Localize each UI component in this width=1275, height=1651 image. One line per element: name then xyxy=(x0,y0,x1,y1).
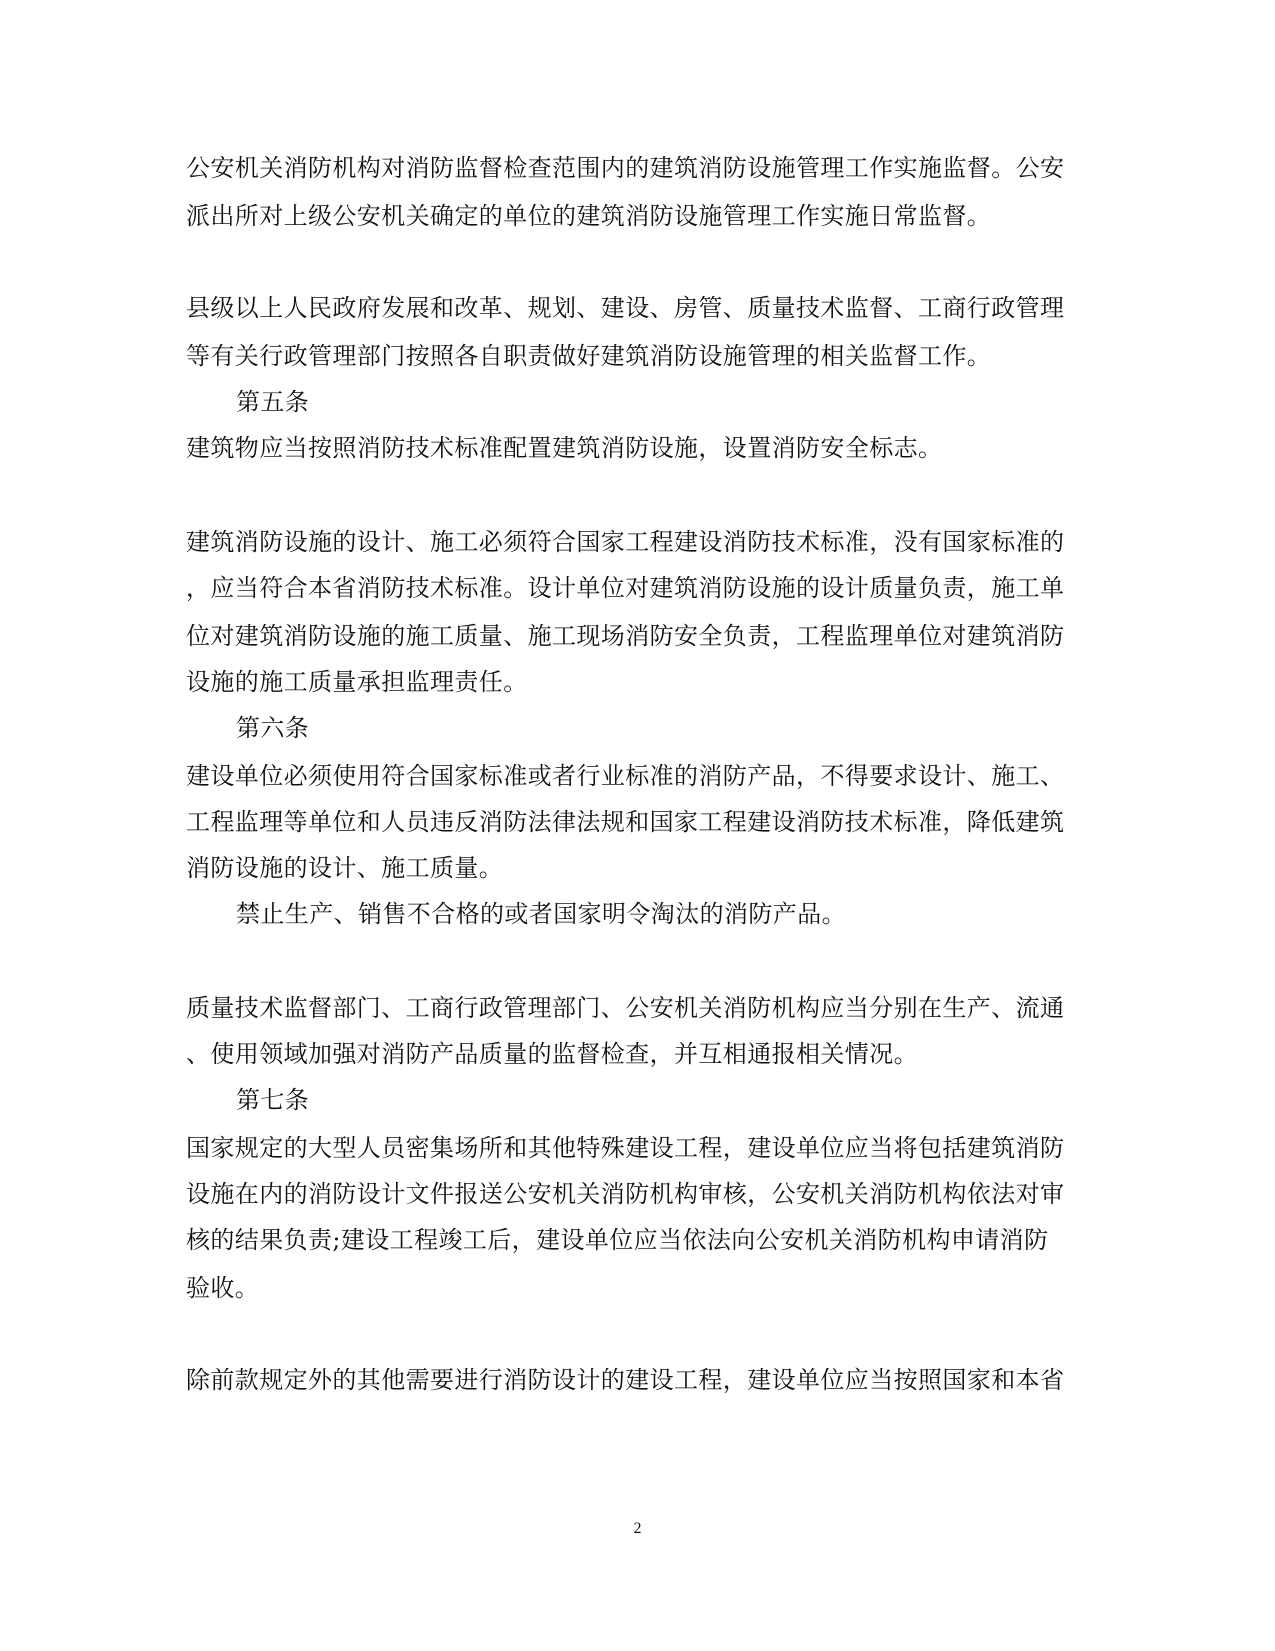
paragraph-line: 工程监理等单位和人员违反消防法律法规和国家工程建设消防技术标准，降低建筑 xyxy=(186,808,1065,836)
paragraph-line: 质量技术监督部门、工商行政管理部门、公安机关消防机构应当分别在生产、流通 xyxy=(186,994,1065,1022)
paragraph-line: 、使用领域加强对消防产品质量的监督检查，并互相通报相关情况。 xyxy=(186,1040,918,1068)
paragraph-line: 位对建筑消防设施的施工质量、施工现场消防安全负责，工程监理单位对建筑消防 xyxy=(186,622,1065,650)
page-number: 2 xyxy=(633,1520,642,1537)
paragraph-line: 核的结果负责;建设工程竣工后，建设单位应当依法向公安机关消防机构申请消防 xyxy=(186,1226,1049,1254)
paragraph-line: 验收。 xyxy=(186,1274,260,1302)
paragraph-line: 建筑物应当按照消防技术标准配置建筑消防设施，设置消防安全标志。 xyxy=(186,434,943,462)
article-heading: 第五条 xyxy=(236,388,310,416)
paragraph-line: 国家规定的大型人员密集场所和其他特殊建设工程，建设单位应当将包括建筑消防 xyxy=(186,1134,1065,1162)
paragraph-line: 消防设施的设计、施工质量。 xyxy=(186,854,504,882)
paragraph-line: 等有关行政管理部门按照各自职责做好建筑消防设施管理的相关监督工作。 xyxy=(186,342,992,370)
paragraph-line: 建设单位必须使用符合国家标准或者行业标准的消防产品，不得要求设计、施工、 xyxy=(186,762,1065,790)
paragraph-line: 公安机关消防机构对消防监督检查范围内的建筑消防设施管理工作实施监督。公安 xyxy=(186,154,1065,182)
article-heading: 第七条 xyxy=(236,1086,310,1114)
paragraph-line: 禁止生产、销售不合格的或者国家明令淘汰的消防产品。 xyxy=(236,900,846,928)
paragraph-line: 县级以上人民政府发展和改革、规划、建设、房管、质量技术监督、工商行政管理 xyxy=(186,294,1065,322)
paragraph-line: 建筑消防设施的设计、施工必须符合国家工程建设消防技术标准，没有国家标准的 xyxy=(186,528,1065,556)
paragraph-line: 除前款规定外的其他需要进行消防设计的建设工程，建设单位应当按照国家和本省 xyxy=(186,1366,1065,1394)
paragraph-line: 设施在内的消防设计文件报送公安机关消防机构审核，公安机关消防机构依法对审 xyxy=(186,1180,1065,1208)
article-heading: 第六条 xyxy=(236,714,310,742)
paragraph-line: ，应当符合本省消防技术标准。设计单位对建筑消防设施的设计质量负责，施工单 xyxy=(186,574,1065,602)
paragraph-line: 设施的施工质量承担监理责任。 xyxy=(186,668,528,696)
paragraph-line: 派出所对上级公安机关确定的单位的建筑消防设施管理工作实施日常监督。 xyxy=(186,202,992,230)
